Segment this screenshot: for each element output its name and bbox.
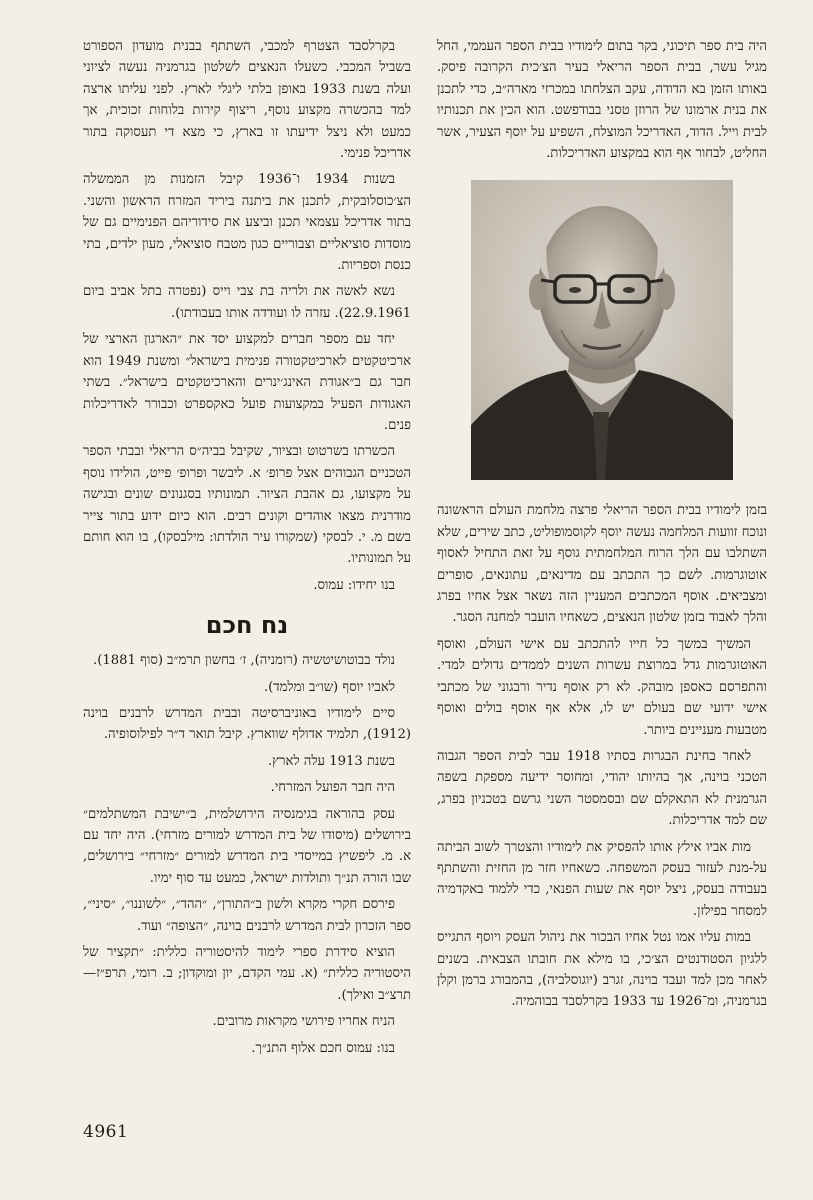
right-paragraph: בזמן לימודיו בבית הספר הריאלי פרצה מלחמת העולם הראשונה ונוכח זוועות המלחמה נעשה יוסף לקוסמופוליט, כתב שירים, שלא השתלבו עם הלך הרוח המלחמתית גוסף על זאת התחיל לאסוף אוטוגרמות. לשם כך התכתב עם מדינאים, עתונאים, סופרים ומצביאים. אוסף המכתבים המעניין הזה נשאר אצל אחיו בפרג והלך לאבוד בזמן שלטון הנאצים, כשאחיו הועבר למחנה הסגר. (437, 503, 767, 626)
right-column (437, 36, 767, 1018)
entry-heading: נח חכם (205, 611, 289, 640)
left-paragraph: סיים לימודיו באוניברסיטה ובבית המדרש לרבנים בוינה (1912), תלמיד אדולף שווארץ. קיבל תואר ד״ר לפילוסופיה. (83, 705, 411, 743)
left-paragraph: יחד עם מספר חברים למקצוע יסד את ״הארגון הארצי של ארכיטקטים לארכיטקטורה פנימית בישראל״ ומשנת 1949 הוא חבר גם ב״אגודת האינג׳ינרים והארכיטקטים בישראל״. בשתי האגודות הפעיל במקצועות פועל כאקספרט וכבורר לאדריכלות פנים. (83, 332, 411, 433)
portrait-photo (471, 180, 733, 480)
left-paragraph: הוציא סידרת ספרי לימוד להיסטוריה כללית: ״תקציר של היסטוריה כללית״ (א. עמי הקדם, יון ומוקדון; ב. רומי, תרפ״ז—תרצ״ב ואילך). (83, 945, 411, 1003)
left-paragraph: נולד בבוטושיטשיה (רומניה), ז׳ בחשון תרמ״ב (סוף 1881). (93, 653, 395, 669)
left-paragraph: נשא לאשה את ולריה בת צבי וייס (נפטרה בתל אביב ביום 22.9.1961). עזרה לו ועודדה אותו בעבודתו). (83, 284, 411, 321)
page-number: 4961 (83, 1122, 129, 1142)
left-paragraph: בנו יחידו: עמוס. (313, 577, 395, 593)
left-paragraph: היה חבר הפועל המזרחי. (270, 780, 395, 796)
left-paragraph: פירסם חקרי מקרא ולשון ב״התורן״, ״ההד״, ״לשוננו״, ״סיני״, ספר הזכרון לבית המדרש לרבנים בוינה, ״הצופה״ ועוד. (83, 897, 411, 934)
left-paragraph: בשנת 1913 עלה לארץ. (267, 753, 395, 769)
right-paragraph: לאחר בחינת הבגרות בסתיו 1918 עבר לבית הספר הגבוה הטכני בוינה, אך בהיותו יהודי, ומחוסר ידיעה מספקת בשפה הגרמנית לא התאקלם שם ובסמסטר השני גרשם בטכניון בפרג, שם למד אדריכלות. (437, 748, 767, 829)
left-paragraph: בשנות 1934 ו־1936 קיבל הזמנות מן הממשלה הצ׳כוסלובקית, לתכנן את ביתנה ביריד המזרח הראשון והשני. בתור אדריכל עצמאי תכנן וביצע את סידוריהם הפנימיים גם של מוסדות סוציאליים וצבוריים כגון מטבח סוציאלי, מעון ילדים, בתי כנסת וספריות. (83, 172, 411, 274)
right-paragraph: היה בית ספר תיכוני, בקר בתום לימודיו בבית הספר העממי, החל מגיל עשר, בבית הספר הריאלי בעיר הצ׳כית הקרובה פיסק. באותו הזמן בא הדודה, עקב הצלחתו במכרזי מארה״ב, כדי לתכנן את בנית ארמונו של הרוזן טסני בבודפשט. הוא הכין את תכנותיו לבית וייל. הדוד, האדריכל המוצלח, השפיע על יוסף הצעיר, אשר החליט, לבחור אף הוא במקצוע האדריכלות. (437, 39, 767, 162)
left-paragraph: בנו: עמוס חכם אלוף התנ״ך. (251, 1040, 395, 1056)
left-paragraph: לאביו יוסף (שו״ב ומלמד). (263, 679, 395, 695)
left-paragraph: בקרלסבד הצטרף למכבי, השתתף בבנית מועדון הספורט בשביל המכבי. כשעלו הנאצים לשלטון בגרמניה נעשה לציוני ועלה בשנת 1933 באופן בלתי ליגלי לארץ. לפני עליתו ארצה למד בהכשרה מקצוע נוסף, ריצוף קירות בלוחות זכוכית, אך כמעט ולא ניצל ידיעתו זו בארץ, כי מצא די תעסוקה בתור אדריכל פנימי. (83, 39, 411, 162)
left-paragraph: הכשרתו בשרטוט ובציור, שקיבל בביה״ס הריאלי ובבתי הספר הטכניים הגבוהים אצל פרופ׳ א. ליבשר ופרופ׳ פייט, הולידו נוסף על מקצועו, גם אהבת הציור. תמונותיו בסגנונים שונים ובגישה מודרנית מצאו אוהדים וקונים רבים. הוא כיום ידוע בתור צייר בשם מ. י. לבסקי (שמקורו עיר הולדתו: מילבסקו), בו הוא חותם על תמונותיו. (83, 444, 411, 567)
left-paragraph: הניח אחריו פירושי מקראות מרובים. (212, 1014, 395, 1030)
left-column (83, 36, 411, 1064)
right-paragraph: מות אביו אילץ אותו להפסיק את לימודיו והצטרך לשוב הביתה על-מנת לעזור בעסק המשפחה. כשאחיו חזר מן החזית והשתתף בעבודה בעסק, ניצל יוסף את שעות הפנאי, כדי ללמוד באקדמיה למסחר בפילזן. (437, 839, 767, 919)
right-paragraph: במות עליו אמו נטל אחיו הבכור את ניהול העסק ויוסף התגייס ללגיון הסטודנטים הצ׳כי, בו מילא את חובתו הצבאית. בשנים לאחר מכן למד ועבד בוינה, זגרב (יוגוסלביה), בהמבורג ברמן וקלן בגרמניה, ומ־1926 עד 1933 בקרלסבד בבוהמיה. (437, 930, 767, 1010)
right-paragraph: המשיך במשך כל חייו להתכתב עם אישי העולם, ואוסף האוטוגרמות גדל במרוצת עשרות השנים לממדים גדולים למדי. והתפרסם כאספן מובהק. לא רק אוסף נדיר ורבגוני של מכתבי אישי ידועי שם בעולם יש לו, אלא אף אוסף בולים ואוסף מטבעות מעניינים ביותר. (437, 636, 767, 738)
left-paragraph: עסק בהוראה בגימנסיה הירושלמית, ב״ישיבת המשתלמים״ בירושלים (מיסודו של בית המדרש למורים מזרחי). היה יחד עם א. מ. ליפשיץ במייסדי בית המדרש למורים ״מזרחי״ בירושלים, שבו הורה תנ״ך ותולדות ישראל, כמעט עד סוף ימיו. (83, 806, 411, 886)
portrait-icon (471, 180, 733, 480)
